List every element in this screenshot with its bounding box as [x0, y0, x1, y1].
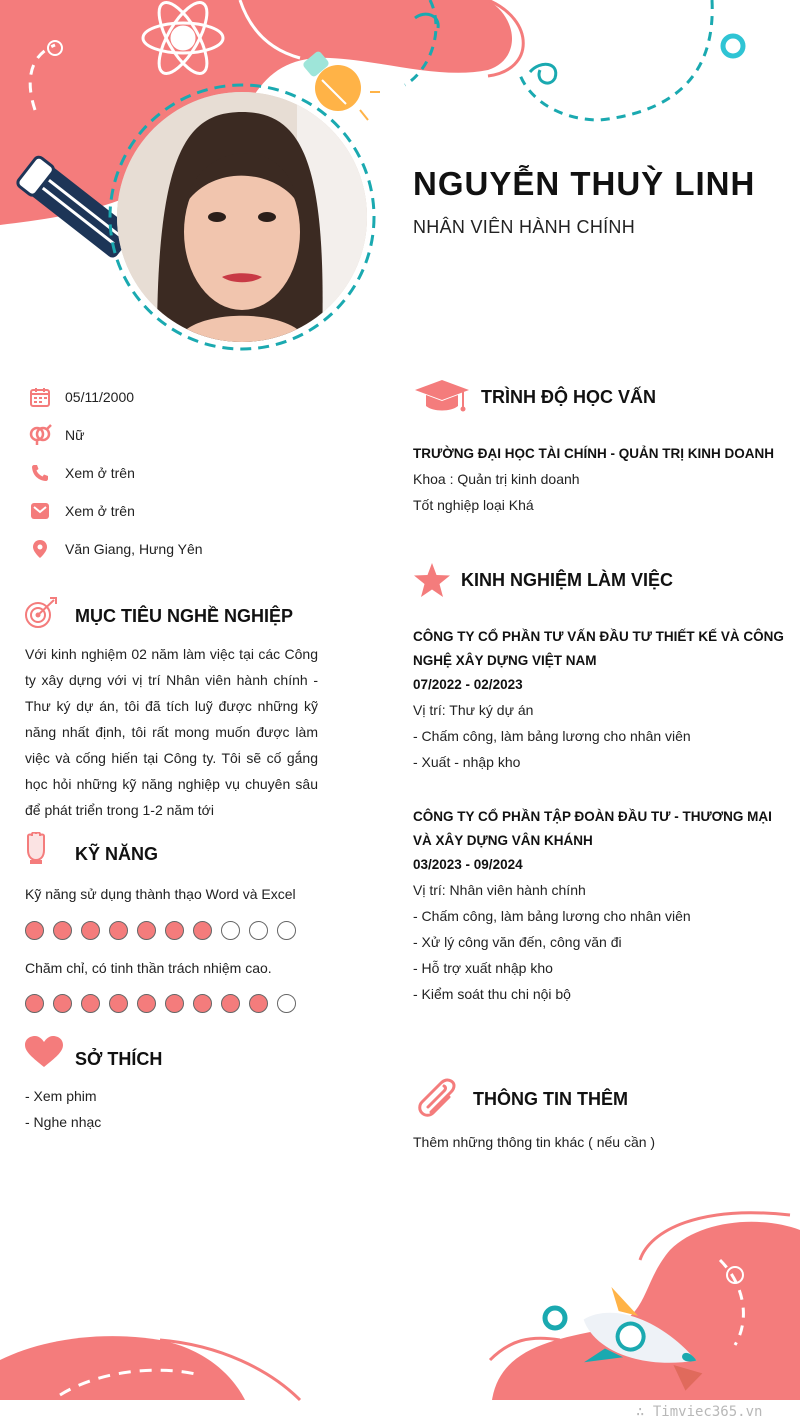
skill-rating — [25, 994, 296, 1013]
job-period: 03/2023 - 09/2024 — [413, 857, 523, 872]
location-pin-icon — [28, 537, 52, 561]
contact-phone — [28, 461, 135, 485]
job-title: NHÂN VIÊN HÀNH CHÍNH — [413, 217, 636, 237]
rating-dot-empty — [221, 921, 240, 940]
rating-dot-filled — [81, 921, 100, 940]
extra-info-text: Thêm những thông tin khác ( nếu cần ) — [413, 1134, 656, 1150]
address-value: Văn Giang, Hưng Yên — [65, 541, 203, 557]
extra-info-title: THÔNG TIN THÊM — [473, 1089, 628, 1109]
job-position: Vị trí: Thư ký dự án — [413, 702, 534, 718]
rating-dot-filled — [53, 921, 72, 940]
rating-dot-empty — [277, 921, 296, 940]
rating-dot-filled — [137, 994, 156, 1013]
rating-dot-filled — [53, 994, 72, 1013]
calendar-icon — [28, 385, 52, 409]
heart-icon — [25, 1036, 63, 1068]
job-position: Vị trí: Nhân viên hành chính — [413, 882, 586, 898]
gender-value: Nữ — [65, 427, 85, 443]
rating-dot-filled — [193, 921, 212, 940]
rating-dot-filled — [165, 994, 184, 1013]
phone-value: Xem ở trên — [65, 465, 135, 481]
raised-fist-icon — [25, 832, 47, 864]
contact-address — [28, 537, 203, 561]
rating-dot-filled — [25, 994, 44, 1013]
rating-dot-filled — [221, 994, 240, 1013]
contact-gender — [28, 423, 85, 447]
star-icon — [414, 563, 450, 597]
rating-dot-empty — [277, 994, 296, 1013]
hobby-item: - Nghe nhạc — [25, 1114, 102, 1130]
education-faculty: Khoa : Quản trị kinh doanh — [413, 471, 580, 487]
watermark: ∴ Timviec365.vn — [636, 1404, 763, 1420]
school-name: TRƯỜNG ĐẠI HỌC TÀI CHÍNH - QUẢN TRỊ KINH DOANH — [413, 446, 774, 461]
company-name-line2: NGHỆ XÂY DỰNG VIỆT NAM — [413, 653, 597, 668]
experience-entry — [413, 625, 793, 775]
paperclip-icon — [417, 1078, 459, 1120]
objective-title: MỤC TIÊU NGHỀ NGHIỆP — [75, 606, 294, 626]
contact-email — [28, 499, 135, 523]
birthday-value: 05/11/2000 — [65, 389, 135, 405]
rating-dot-empty — [249, 921, 268, 940]
objective-text: Với kinh nghiệm 02 năm làm việc tại các Công ty xây dựng với vị trí Nhân viên hành chính - Thư ký dự án, tôi đã tích luỹ được những kỹ năng nhất định, tôi rất mong muốn được làm việc và cống hiến tại Công ty. Tôi sẽ cố gắng học hỏi những kỹ năng nghiệp vụ chuyên sâu để phát triển trong 1-2 năm tới — [25, 646, 318, 818]
company-name: CÔNG TY CỔ PHẦN TƯ VẤN ĐẦU TƯ THIẾT KẾ VÀ CÔNG — [413, 629, 784, 644]
hobby-item: - Xem phim — [25, 1088, 97, 1104]
contact-birthday — [28, 385, 135, 409]
graduation-cap-icon — [415, 380, 469, 414]
skills-title: KỸ NĂNG — [75, 844, 159, 864]
job-task: - Hỗ trợ xuất nhập kho — [413, 960, 553, 976]
portrait-illustration — [117, 92, 367, 342]
skill-name: Kỹ năng sử dụng thành thạo Word và Excel — [25, 886, 296, 902]
rating-dot-filled — [81, 994, 100, 1013]
job-task: - Chấm công, làm bảng lương cho nhân viên — [413, 908, 691, 924]
email-icon — [28, 499, 52, 523]
education-grade: Tốt nghiệp loại Khá — [413, 497, 534, 513]
rating-dot-filled — [109, 994, 128, 1013]
experience-title: KINH NGHIỆM LÀM VIỆC — [461, 570, 674, 590]
rating-dot-filled — [25, 921, 44, 940]
job-task: - Chấm công, làm bảng lương cho nhân viên — [413, 728, 691, 744]
candidate-name: NGUYỄN THUỲ LINH — [413, 165, 756, 202]
education-title: TRÌNH ĐỘ HỌC VẤN — [481, 387, 656, 407]
rating-dot-filled — [193, 994, 212, 1013]
rating-dot-filled — [165, 921, 184, 940]
job-task: - Xuất - nhập kho — [413, 754, 521, 770]
skill-name: Chăm chỉ, có tinh thần trách nhiệm cao. — [25, 960, 272, 976]
rating-dot-filled — [249, 994, 268, 1013]
experience-entry — [413, 805, 793, 1007]
target-icon — [24, 597, 58, 629]
profile-photo — [117, 92, 367, 342]
job-task: - Xử lý công văn đến, công văn đi — [413, 934, 622, 950]
job-task: - Kiểm soát thu chi nội bộ — [413, 986, 571, 1002]
company-name: CÔNG TY CỔ PHẦN TẬP ĐOÀN ĐẦU TƯ - THƯƠNG MẠI — [413, 809, 772, 824]
email-value: Xem ở trên — [65, 503, 135, 519]
hobbies-title: SỞ THÍCH — [75, 1049, 163, 1069]
phone-icon — [28, 461, 52, 485]
rating-dot-filled — [109, 921, 128, 940]
company-name-line2: VÀ XÂY DỰNG VÂN KHÁNH — [413, 833, 593, 848]
rating-dot-filled — [137, 921, 156, 940]
skill-rating — [25, 921, 296, 940]
gender-icon — [28, 423, 52, 447]
job-period: 07/2022 - 02/2023 — [413, 677, 523, 692]
